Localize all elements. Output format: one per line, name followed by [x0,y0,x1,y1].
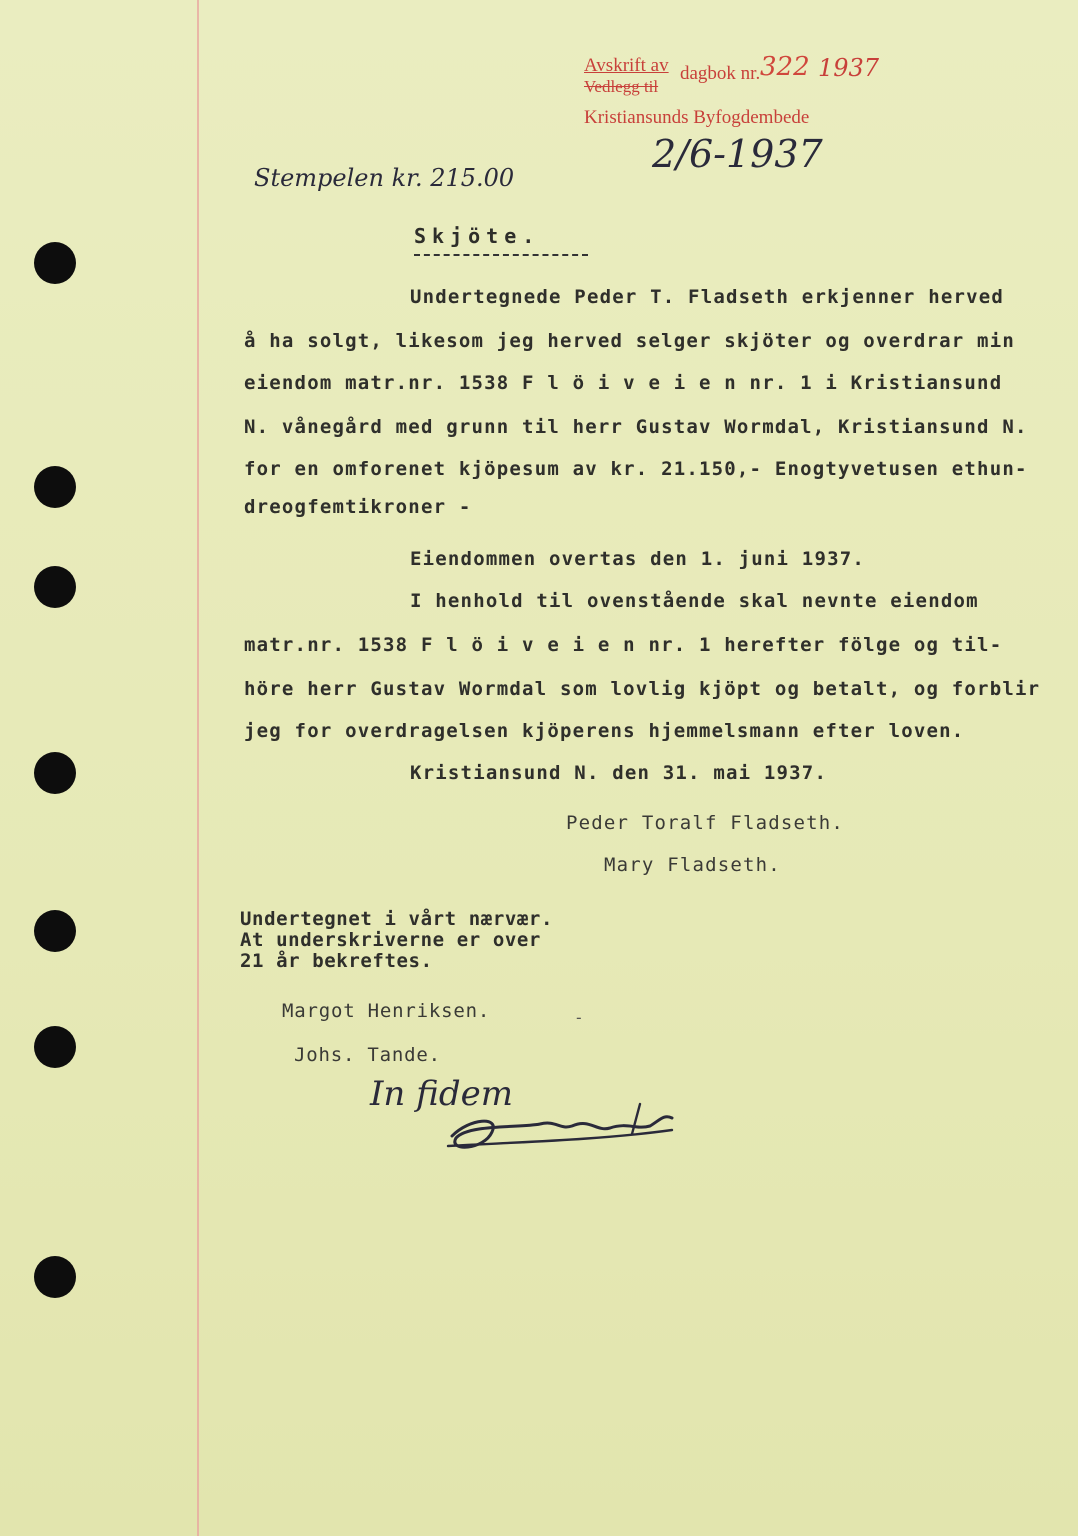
body-line: eiendom matr.nr. 1538 F l ö i v e i e n nr. 1 i Kristiansund [244,372,1003,394]
handwritten-in-fidem: In fidem [370,1074,513,1114]
witness-note-line: At underskriverne er over [240,929,541,951]
fee-note-handwritten: Stempelen kr. 215.00 [254,164,515,192]
body-line: Eiendommen overtas den 1. juni 1937. [410,548,866,570]
stamp-avskrift: Avskrift av [584,55,669,76]
body-line: å ha solgt, likesom jeg herved selger skjöter og overdrar min [244,330,1015,352]
stamp-date-handwritten: 2/6-1937 [652,132,823,176]
stamp-dagbok-number: 322 [760,52,810,82]
body-line: jeg for overdragelsen kjöperens hjemmelsmann efter loven. [244,720,965,742]
seller-signature: Peder Toralf Fladseth. [566,812,845,834]
stamp-dagbok-label: dagbok nr. [680,63,761,84]
witness-note-line: Undertegnet i vårt nærvær. [240,908,554,930]
stamp-office: Kristiansunds Byfogdembede [584,107,810,128]
body-line: Undertegnede Peder T. Fladseth erkjenner herved [410,286,1005,308]
body-line: N. vånegård med grunn til herr Gustav Wormdal, Kristiansund N. [244,416,1028,438]
stamp-vedlegg: Vedlegg til [584,77,659,96]
witness-name: Margot Henriksen. [282,1000,491,1022]
witness-note-line: 21 år bekreftes. [240,950,433,972]
body-line: höre herr Gustav Wormdal som lovlig kjöpt og betalt, og forblir [244,678,1041,700]
stray-mark: - [574,1008,584,1027]
body-line: dreogfemtikroner - [244,496,472,518]
body-line: for en omforenet kjöpesum av kr. 21.150,- Enogtyvetusen ethun- [244,458,1028,480]
stamp-year: 1937 [818,54,880,82]
body-line: I henhold til ovenstående skal nevnte eiendom [410,590,979,612]
body-line: matr.nr. 1538 F l ö i v e i e n nr. 1 herefter fölge og til- [244,634,1003,656]
witness-name: Johs. Tande. [294,1044,441,1066]
document-title: Skjöte. [414,224,541,248]
co-signature: Mary Fladseth. [604,854,781,876]
place-date-line: Kristiansund N. den 31. mai 1937. [410,762,828,784]
